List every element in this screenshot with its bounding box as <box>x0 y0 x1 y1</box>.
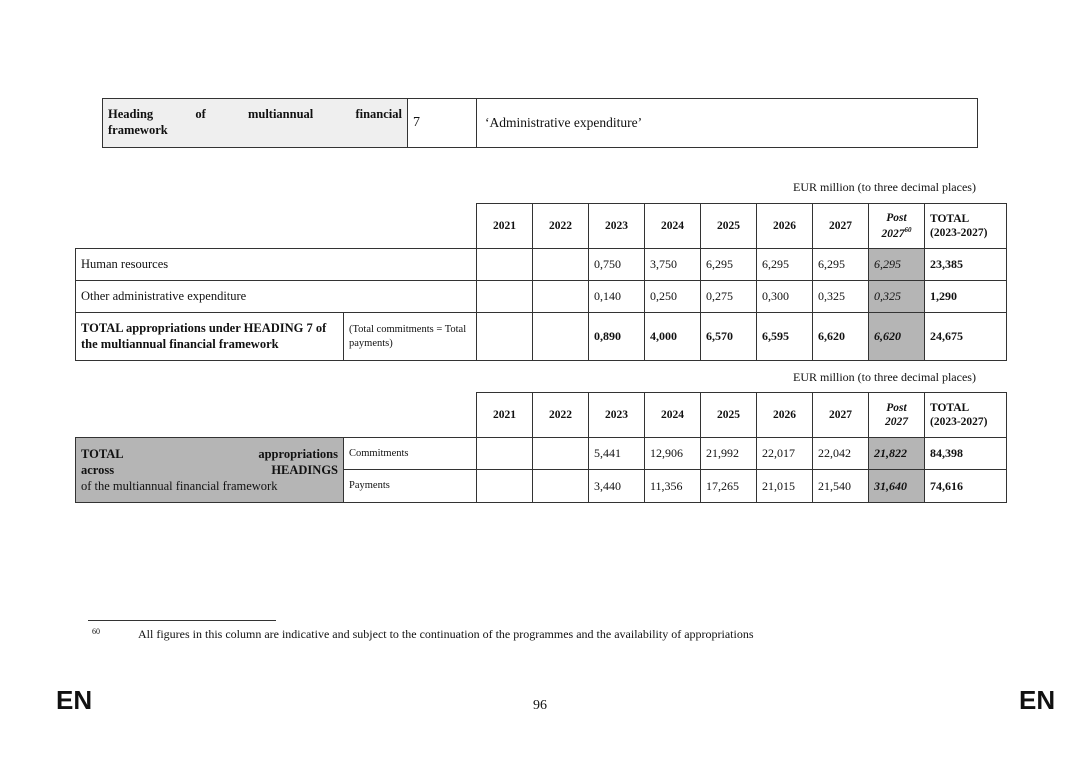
col-2024: 2024 <box>645 204 701 249</box>
table-row: Other administrative expenditure 0,140 0,250 0,275 0,300 0,325 0,325 1,290 <box>76 281 1007 313</box>
unit-note-2: EUR million (to three decimal places) <box>793 370 976 384</box>
table-row-total: TOTAL appropriations under HEADING 7 of the multiannual financial framework (Total commitments = Total payments) 0,890 4,000 6,570 6,595 6,620 6,620 24,675 <box>76 313 1007 361</box>
total-across-headings-label: TOTAL appropriations across HEADINGS of the multiannual financial framework <box>76 438 344 503</box>
col-2025: 2025 <box>701 204 757 249</box>
footnote-number: 60 <box>92 627 100 636</box>
col-total: TOTAL (2023-2027) <box>925 204 1007 249</box>
row-sublabel: (Total commitments = Total payments) <box>344 313 477 361</box>
footnote-rule <box>88 620 276 621</box>
page-number: 96 <box>533 698 547 713</box>
row-label: Other administrative expenditure <box>76 281 477 313</box>
col-2023: 2023 <box>589 204 645 249</box>
total-appropriations-table: 2021 2022 2023 2024 2025 2026 2027 Post 2027 TOTAL (2023-2027) TOTAL appropriations across HEADINGS of the multiannual financial framework Commitments 5,441 12,906 21,992 22,017 22,042 21,822 84,398 Payments 3,440 11,356 17,265 21,015 21,540 31,640 74,616 <box>75 392 1007 503</box>
unit-note-1: EUR million (to three decimal places) <box>793 180 976 194</box>
table-row: TOTAL appropriations across HEADINGS of the multiannual financial framework Commitments 5,441 12,906 21,992 22,017 22,042 21,822 84,398 <box>76 438 1007 470</box>
heading-name: ‘Administrative expenditure’ <box>477 99 978 148</box>
heading-table <box>102 98 978 148</box>
heading-label <box>103 99 408 148</box>
language-tag-left: EN <box>56 685 93 715</box>
col-2022: 2022 <box>533 204 589 249</box>
row-label: TOTAL appropriations under HEADING 7 of the multiannual financial framework <box>76 313 344 361</box>
language-tag-right: EN <box>1019 685 1056 715</box>
row-label: Human resources <box>76 249 477 281</box>
col-post-2027: Post 2027$^{60}$ <box>869 204 925 249</box>
heading-number: 7 <box>408 99 477 148</box>
footnote-text: All figures in this column are indicative and subject to the continuation of the programmes and the availability of appropriations <box>138 627 754 641</box>
col-2026: 2026 <box>757 204 813 249</box>
col-2027: 2027 <box>813 204 869 249</box>
table-row: Payments 3,440 11,356 17,265 21,015 21,540 31,640 74,616 <box>76 470 1007 503</box>
row-label-payments: Payments <box>344 470 477 503</box>
col-2021: 2021 <box>477 204 533 249</box>
table-row: Human resources 0,750 3,750 6,295 6,295 6,295 6,295 23,385 <box>76 249 1007 281</box>
appropriations-table <box>75 203 1007 361</box>
heading-label-line1: Heading of multiannual financial <box>108 107 402 122</box>
row-label-commitments: Commitments <box>344 438 477 470</box>
heading-label-line2: framework <box>108 123 168 137</box>
